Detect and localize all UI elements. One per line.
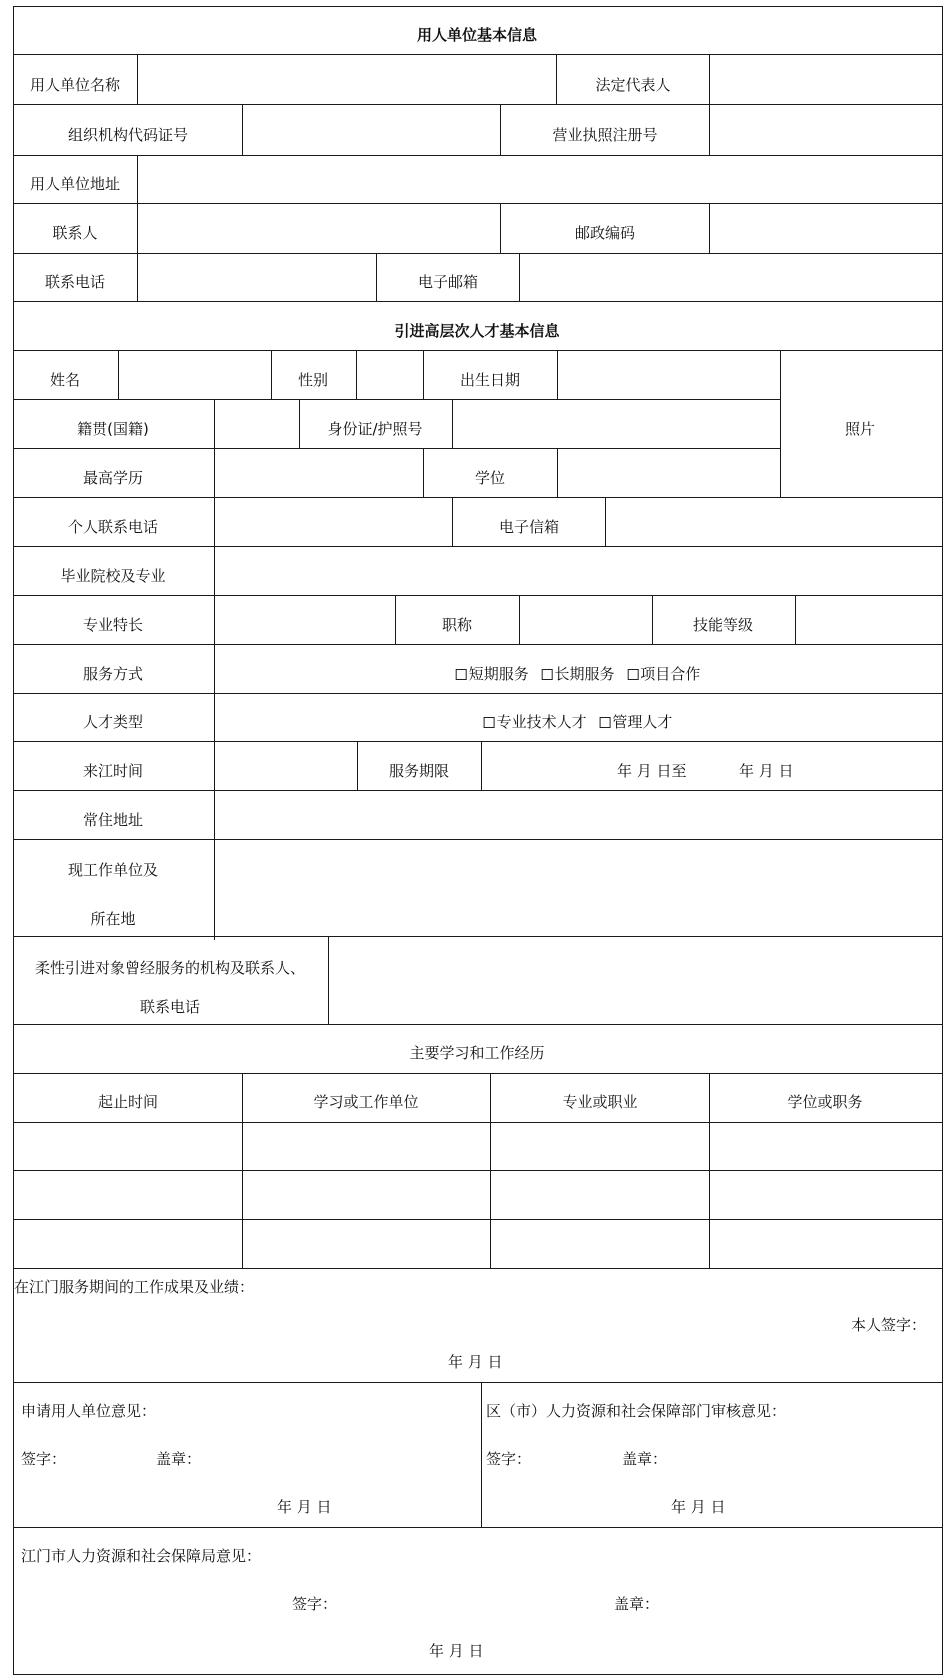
history-cell[interactable]	[243, 1220, 490, 1268]
col-line	[452, 497, 453, 546]
professional-title-field[interactable]	[520, 596, 652, 644]
org-code-label: 组织机构代码证号	[67, 126, 189, 144]
current-employer-field[interactable]	[215, 840, 942, 936]
personal-phone-label: 个人联系电话	[67, 518, 159, 536]
residence-label: 常住地址	[82, 811, 144, 829]
talent-type-management-option[interactable]	[599, 712, 672, 732]
employer-address-label: 用人单位地址	[29, 175, 121, 193]
legal-rep-field[interactable]	[710, 55, 942, 104]
arrival-time-field[interactable]	[215, 742, 357, 790]
residence-field[interactable]	[215, 791, 942, 839]
birth-date-field[interactable]	[558, 351, 780, 399]
col-line	[357, 741, 358, 790]
checkbox-icon[interactable]	[456, 669, 467, 680]
personal-email-field[interactable]	[606, 498, 942, 546]
talent-name-field[interactable]	[119, 351, 271, 399]
id-number-field[interactable]	[453, 400, 780, 448]
city-opinion-sign[interactable]: 签字：	[292, 1595, 338, 1613]
school-major-field[interactable]	[215, 547, 942, 595]
checkbox-icon[interactable]	[484, 717, 495, 728]
checkbox-icon[interactable]	[541, 669, 552, 680]
history-col-period: 起止时间	[97, 1093, 159, 1111]
employer-opinion-sign[interactable]: 签字：	[21, 1450, 67, 1468]
history-title: 主要学习和工作经历	[409, 1044, 545, 1062]
id-number-label: 身份证/护照号	[327, 420, 423, 438]
employer-address-field[interactable]	[138, 156, 942, 203]
degree-label: 学位	[474, 469, 506, 487]
row-line	[13, 693, 943, 694]
checkbox-icon[interactable]	[627, 669, 638, 680]
history-col-position: 学位或职务	[787, 1093, 863, 1111]
education-label: 最高学历	[82, 469, 144, 487]
personal-phone-field[interactable]	[215, 498, 452, 546]
col-line	[556, 54, 557, 104]
row-line	[13, 741, 943, 742]
col-line	[395, 595, 396, 644]
checkbox-icon[interactable]	[599, 717, 610, 728]
border-top	[13, 6, 943, 7]
gender-field[interactable]	[357, 351, 423, 399]
employer-opinion-date: 年 月 日	[277, 1498, 332, 1516]
specialty-label: 专业特长	[82, 616, 144, 634]
district-opinion-seal[interactable]: 盖章：	[622, 1450, 668, 1468]
degree-field[interactable]	[558, 449, 780, 497]
org-code-field[interactable]	[243, 105, 500, 155]
employer-phone-field[interactable]	[138, 254, 376, 301]
col-line	[423, 350, 424, 399]
legal-rep-label: 法定代表人	[595, 76, 671, 94]
history-cell[interactable]	[243, 1171, 490, 1219]
employer-phone-label: 联系电话	[44, 273, 106, 291]
border-right	[942, 6, 943, 1674]
district-opinion-sign[interactable]: 签字：	[486, 1450, 532, 1468]
district-opinion-date: 年 月 日	[671, 1498, 726, 1516]
border-left	[13, 6, 14, 1674]
professional-title-label: 职称	[441, 616, 473, 634]
history-cell[interactable]	[14, 1220, 242, 1268]
service-mode-label: 服务方式	[82, 665, 144, 683]
achievements-date: 年 月 日	[448, 1353, 503, 1371]
col-line	[500, 203, 501, 253]
history-col-major: 专业或职业	[562, 1093, 638, 1111]
native-place-label: 籍贯(国籍)	[77, 420, 149, 438]
col-line	[423, 448, 424, 497]
row-line	[13, 1527, 943, 1528]
personal-email-label: 电子信箱	[498, 518, 560, 536]
postal-code-label: 邮政编码	[574, 224, 636, 242]
talent-type-technical-label: 专业技术人才	[496, 713, 587, 731]
row-line	[13, 644, 943, 645]
service-mode-project-option[interactable]	[627, 664, 700, 684]
history-cell[interactable]	[243, 1123, 490, 1170]
history-cell[interactable]	[14, 1171, 242, 1219]
talent-type-management-label: 管理人才	[612, 713, 673, 731]
talent-type-options	[484, 712, 673, 732]
col-line	[376, 253, 377, 301]
service-mode-options	[456, 664, 701, 684]
employer-opinion-label: 申请用人单位意见：	[21, 1402, 157, 1420]
city-opinion-date: 年 月 日	[429, 1642, 484, 1660]
employer-email-label: 电子邮箱	[417, 273, 479, 291]
history-cell[interactable]	[14, 1123, 242, 1170]
current-employer-label-line1: 现工作单位及	[67, 861, 159, 879]
service-mode-project-label: 项目合作	[640, 665, 701, 683]
border-bottom	[13, 1674, 943, 1675]
gender-label: 性别	[297, 371, 329, 389]
flexible-service-field[interactable]	[329, 937, 942, 1024]
talent-type-technical-option[interactable]	[484, 712, 587, 732]
service-mode-short-label: 短期服务	[468, 665, 529, 683]
flexible-service-label-line1: 柔性引进对象曾经服务的机构及联系人、	[34, 959, 306, 977]
skill-level-label: 技能等级	[692, 616, 754, 634]
photo-label[interactable]: 照片	[844, 420, 876, 438]
service-mode-short-option[interactable]	[456, 664, 529, 684]
district-opinion-label: 区（市）人力资源和社会保障部门审核意见：	[486, 1402, 787, 1420]
talent-section-title: 引进高层次人才基本信息	[394, 322, 560, 340]
current-employer-label-line2: 所在地	[90, 910, 136, 928]
row-line	[13, 1382, 943, 1383]
education-field[interactable]	[215, 449, 423, 497]
skill-level-field[interactable]	[796, 596, 942, 644]
talent-type-label: 人才类型	[82, 713, 144, 731]
row-line	[13, 1024, 943, 1025]
service-period-start: 年 月 日至	[617, 762, 687, 780]
col-line	[652, 595, 653, 644]
employer-name-label: 用人单位名称	[29, 76, 121, 94]
birth-date-label: 出生日期	[459, 371, 521, 389]
school-major-label: 毕业院校及专业	[60, 567, 166, 585]
row-line	[13, 1073, 943, 1074]
col-line	[780, 350, 781, 497]
employer-name-field[interactable]	[138, 55, 556, 104]
self-signature-label[interactable]: 本人签字：	[851, 1316, 927, 1334]
business-license-label: 营业执照注册号	[552, 126, 658, 144]
history-col-organization: 学习或工作单位	[313, 1093, 419, 1111]
service-mode-long-option[interactable]	[541, 664, 614, 684]
city-opinion-seal[interactable]: 盖章：	[614, 1595, 660, 1613]
history-cell[interactable]	[710, 1123, 942, 1170]
history-cell[interactable]	[710, 1220, 942, 1268]
flexible-service-label-line2: 联系电话	[139, 998, 201, 1016]
business-license-field[interactable]	[710, 105, 942, 155]
achievements-label: 在江门服务期间的工作成果及业绩：	[14, 1278, 255, 1296]
history-cell[interactable]	[491, 1171, 709, 1219]
city-opinion-label: 江门市人力资源和社会保障局意见：	[21, 1547, 262, 1565]
contact-field[interactable]	[138, 204, 500, 253]
history-cell[interactable]	[491, 1220, 709, 1268]
talent-name-label: 姓名	[49, 371, 81, 389]
row-line	[13, 301, 943, 302]
contact-label: 联系人	[52, 224, 98, 242]
service-period-label: 服务期限	[388, 762, 450, 780]
employer-section-title: 用人单位基本信息	[416, 26, 538, 44]
arrival-time-label: 来江时间	[82, 762, 144, 780]
service-period-end: 年 月 日	[739, 762, 794, 780]
col-line	[299, 399, 300, 448]
col-line	[500, 104, 501, 155]
employer-email-field[interactable]	[520, 254, 942, 301]
service-mode-long-label: 长期服务	[554, 665, 615, 683]
history-cell[interactable]	[710, 1171, 942, 1219]
specialty-field[interactable]	[215, 596, 395, 644]
col-line	[271, 350, 272, 399]
history-cell[interactable]	[491, 1123, 709, 1170]
row-line	[13, 1268, 943, 1269]
col-line	[481, 1382, 482, 1527]
native-place-field[interactable]	[215, 400, 299, 448]
employer-opinion-seal[interactable]: 盖章：	[156, 1450, 202, 1468]
col-line	[481, 741, 482, 790]
postal-code-field[interactable]	[710, 204, 942, 253]
